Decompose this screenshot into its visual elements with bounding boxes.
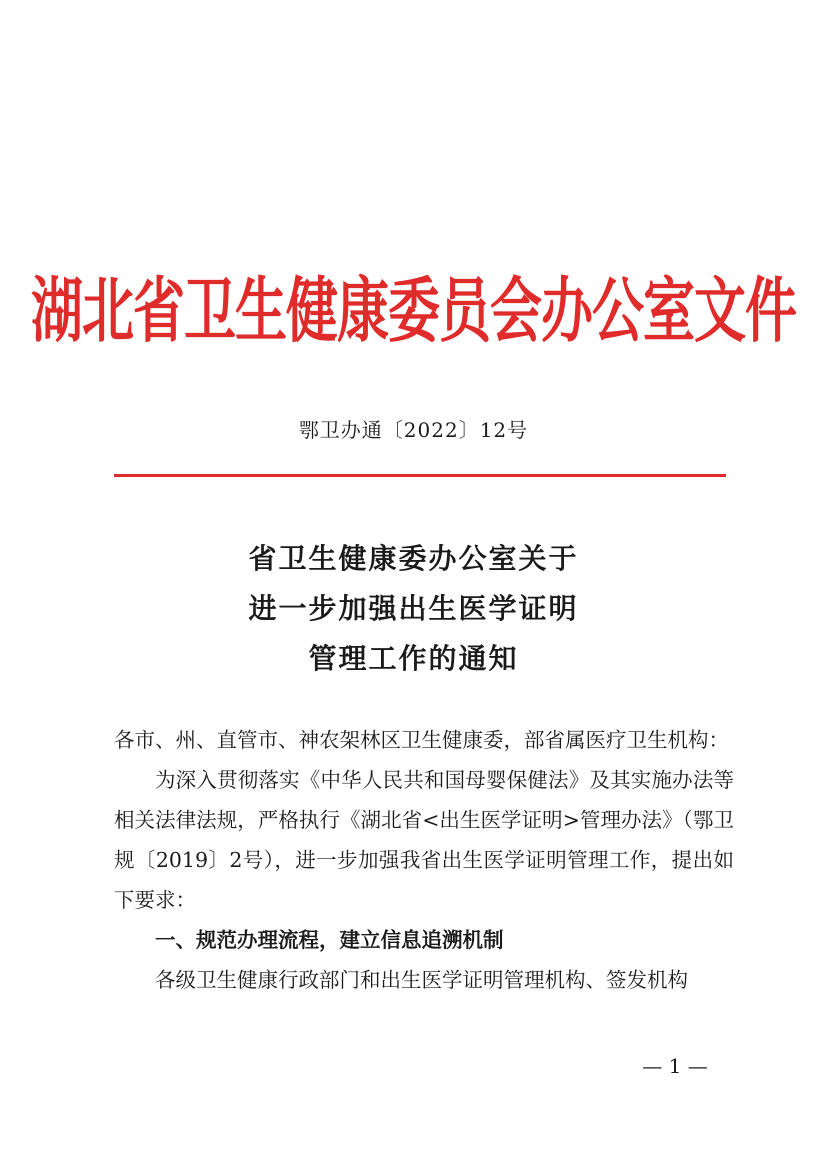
recipients-line: 各市、州、直管市、神农架林区卫生健康委，部省属医疗卫生机构：	[114, 728, 729, 752]
document-number: 鄂卫办通〔2022〕12号	[298, 418, 529, 442]
section-1-heading: 一、规范办理流程，建立信息追溯机制	[155, 928, 504, 952]
title-line-2: 进一步加强出生医学证明	[248, 592, 579, 625]
title-line-3: 管理工作的通知	[308, 642, 519, 675]
document-body	[114, 720, 734, 1000]
section-1-paragraph: 各级卫生健康行政部门和出生医学证明管理机构、签发机构	[155, 968, 688, 992]
intro-paragraph: 为深入贯彻落实《中华人民共和国母婴保健法》及其实施办法等相关法律法规，严格执行《湖北省<出生医学证明>管理办法》（鄂卫规〔2019〕2号），进一步加强我省出生医学证明管理工作，提出如下要求：	[114, 768, 734, 912]
title-line-1: 省卫生健康委办公室关于	[248, 542, 579, 575]
document-title	[0, 534, 827, 684]
document-masthead: 湖北省卫生健康委员会办公室文件	[30, 271, 796, 353]
page-number: — 1 —	[642, 1054, 708, 1078]
red-divider-line	[114, 474, 726, 477]
